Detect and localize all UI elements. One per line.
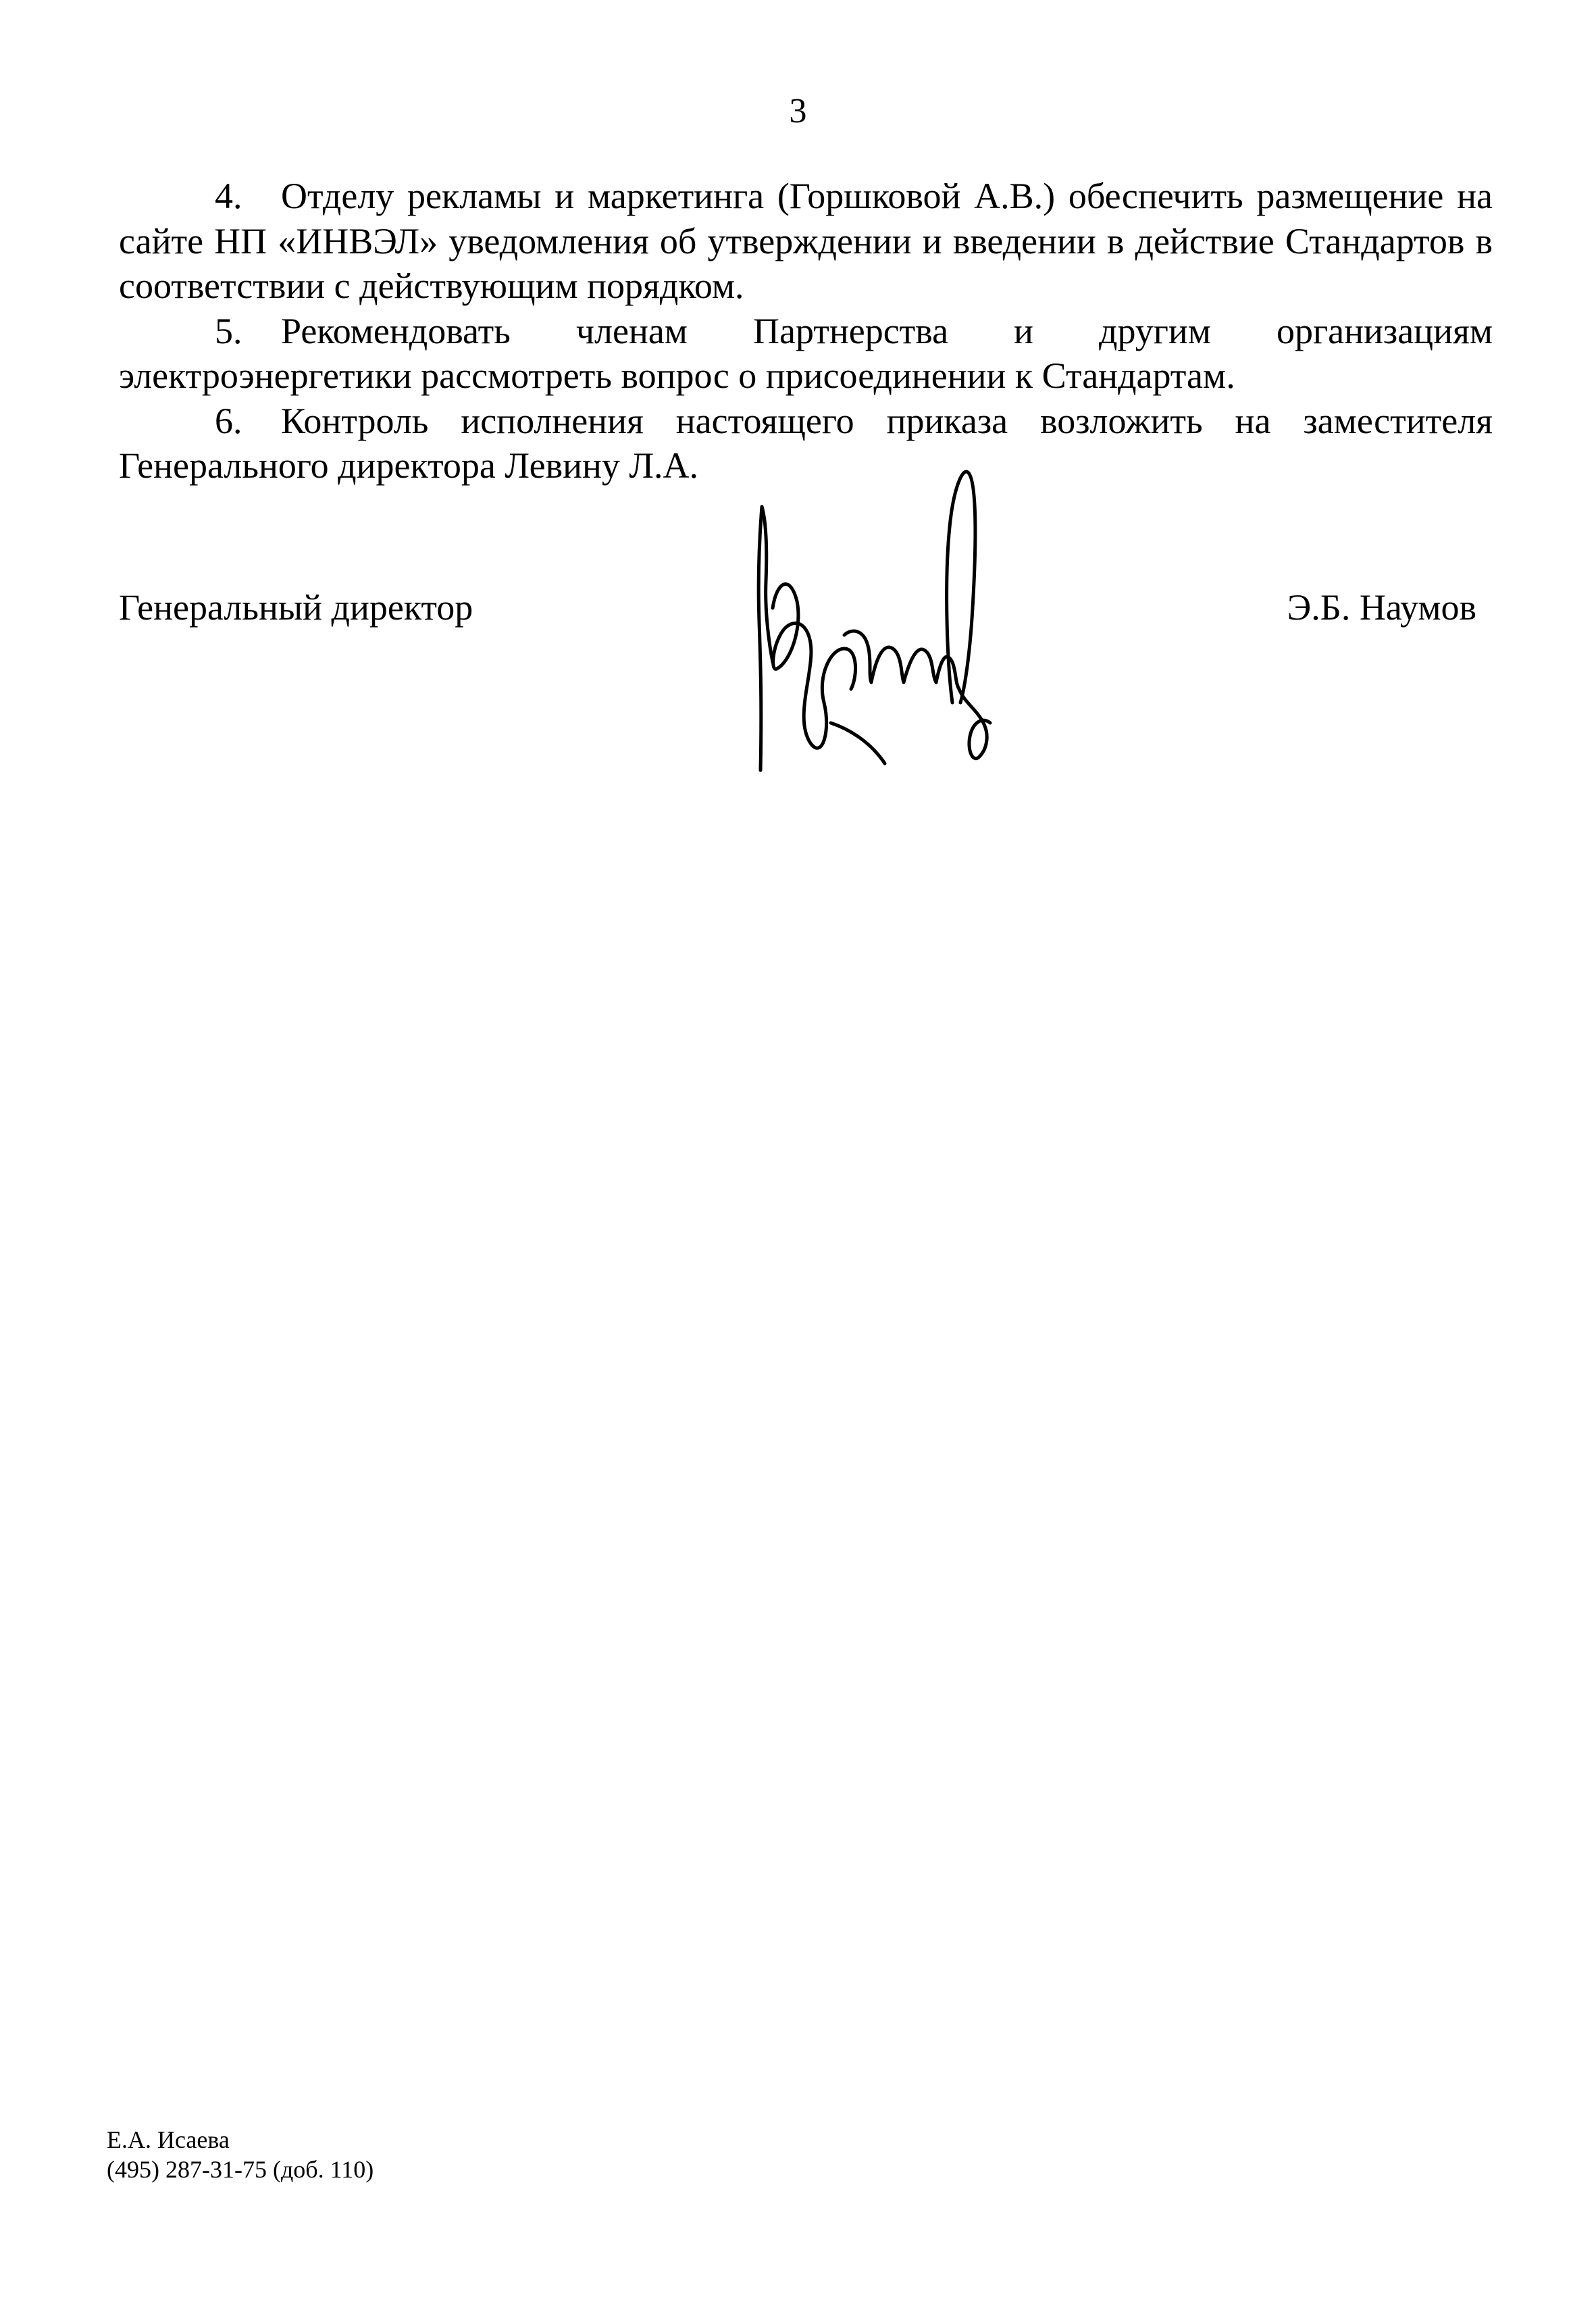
paragraph-text: Рекомендовать членам Партнерства и другим организациям электроэнергетики рассмотреть вопрос о присоединении к Стандартам. (119, 310, 1493, 396)
paragraph-5 (119, 309, 1493, 399)
executor-name: Е.А. Исаева (107, 2126, 230, 2153)
page-number: 3 (789, 92, 807, 130)
signer-name: Э.Б. Наумов (1287, 587, 1476, 628)
handwritten-signature (750, 405, 1006, 797)
paragraph-4 (119, 174, 1493, 309)
paragraph-text: Контроль исполнения настоящего приказа возложить на заместителя Генерального директора Левину Л.А. (119, 400, 1493, 486)
executor-phone: (495) 287-31-75 (доб. 110) (107, 2156, 374, 2183)
paragraph-number: 6. (215, 400, 242, 441)
paragraph-number: 5. (215, 310, 242, 351)
executor-info (107, 2125, 374, 2184)
paragraph-number: 4. (215, 176, 242, 216)
signer-position: Генеральный директор (119, 587, 473, 628)
paragraph-text: Отделу рекламы и маркетинга (Горшковой А.В.) обеспечить размещение на сайте НП «ИНВЭЛ» уведомления об утверждении и введении в действие Стандартов в соответствии с действующим порядком. (119, 176, 1493, 306)
